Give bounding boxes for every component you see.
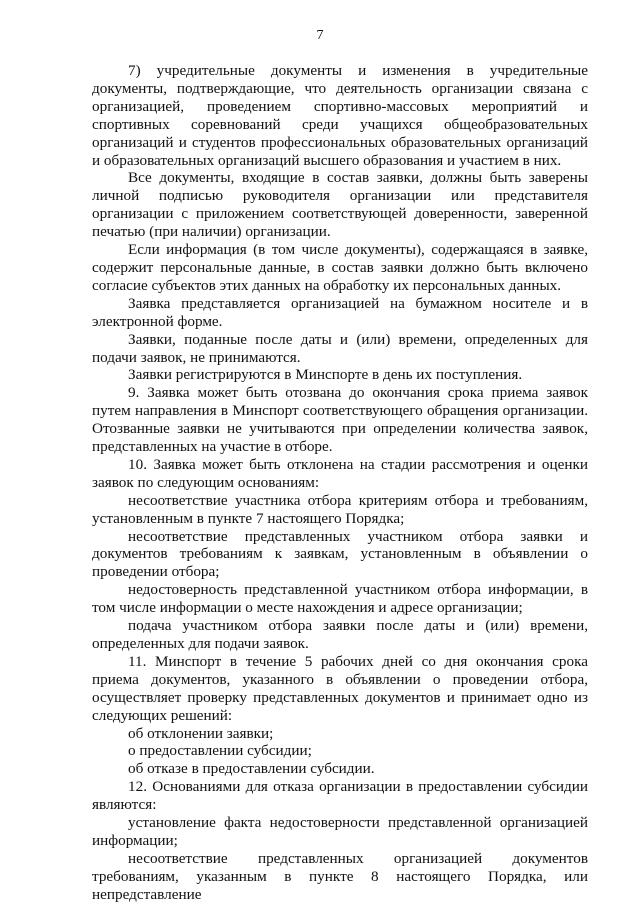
list-item-refusal-inaccuracy: установление факта недостоверности представленной организацией информации; bbox=[92, 814, 588, 849]
page-number: 7 bbox=[316, 28, 324, 43]
paragraph-registration: Заявки регистрируются в Минспорте в день их поступления. bbox=[128, 366, 523, 384]
list-item-decision-reject: об отклонении заявки; bbox=[128, 724, 274, 742]
paragraph-item-10-rejection: 10. Заявка может быть отклонена на стадии рассмотрения и оценки заявок по следующим основаниям: bbox=[92, 455, 588, 491]
paragraph-item-7-founding-documents: 7) учредительные документы и изменения в учредительные документы, подтверждающие, что деятельность организации связана с организацией, проведением спортивно-массовых мероприятий и спортивных соревнований среди учащихся общеобразовательных организаций и студентов профессиональных образовательных организаций и образовательных организаций высшего образования и участием в них. bbox=[92, 62, 588, 169]
document-body bbox=[92, 62, 588, 904]
paragraph-late-submissions: Заявки, поданные после даты и (или) времени, определенных для подачи заявок, не принимаются. bbox=[92, 330, 588, 366]
paragraph-submission-form: Заявка представляется организацией на бумажном носителе и в электронной форме. bbox=[92, 294, 588, 330]
paragraph-item-9-withdrawal: 9. Заявка может быть отозвана до окончания срока приема заявок путем направления в Минспорт соответствующего обращения организации. Отозванные заявки не учитываются при определении количества заявок, представленных на участие в отборе. bbox=[92, 384, 588, 456]
paragraph-item-12-refusal-grounds: 12. Основаниями для отказа организации в предоставлении субсидии являются: bbox=[92, 778, 588, 814]
paragraph-certification: Все документы, входящие в состав заявки, должны быть заверены личной подписью руководителя организации или представителя организации с приложением соответствующей доверенности, заверенной печатью (при наличии) организации. bbox=[92, 169, 588, 241]
list-item-rejection-criteria: несоответствие участника отбора критериям отбора и требованиям, установленным в пункте 7 настоящего Порядка; bbox=[92, 491, 588, 527]
paragraph-personal-data: Если информация (в том числе документы), содержащаяся в заявке, содержит персональные данные, в состав заявки должно быть включено согласие субъектов этих данных на обработку их персональных данных. bbox=[92, 241, 588, 294]
list-item-decision-grant: о предоставлении субсидии; bbox=[128, 742, 312, 760]
list-item-rejection-inaccuracy: недостоверность представленной участником отбора информации, в том числе информации о месте нахождения и адресе организации; bbox=[92, 581, 588, 617]
list-item-refusal-documents: несоответствие представленных организацией документов требованиям, указанным в пункте 8 настоящего Порядка, или непредставление bbox=[92, 849, 588, 903]
list-item-decision-refuse: об отказе в предоставлении субсидии. bbox=[128, 760, 375, 778]
paragraph-item-11-review: 11. Минспорт в течение 5 рабочих дней со дня окончания срока приема документов, указанного в объявлении о проведении отбора, осуществляет проверку представленных документов и принимает одно из следующих решений: bbox=[92, 652, 588, 724]
list-item-rejection-documents: несоответствие представленных участником отбора заявки и документов требованиям к заявкам, установленным в объявлении о проведении отбора; bbox=[92, 527, 588, 581]
list-item-rejection-late: подача участником отбора заявки после даты и (или) времени, определенных для подачи заявок. bbox=[92, 617, 588, 652]
